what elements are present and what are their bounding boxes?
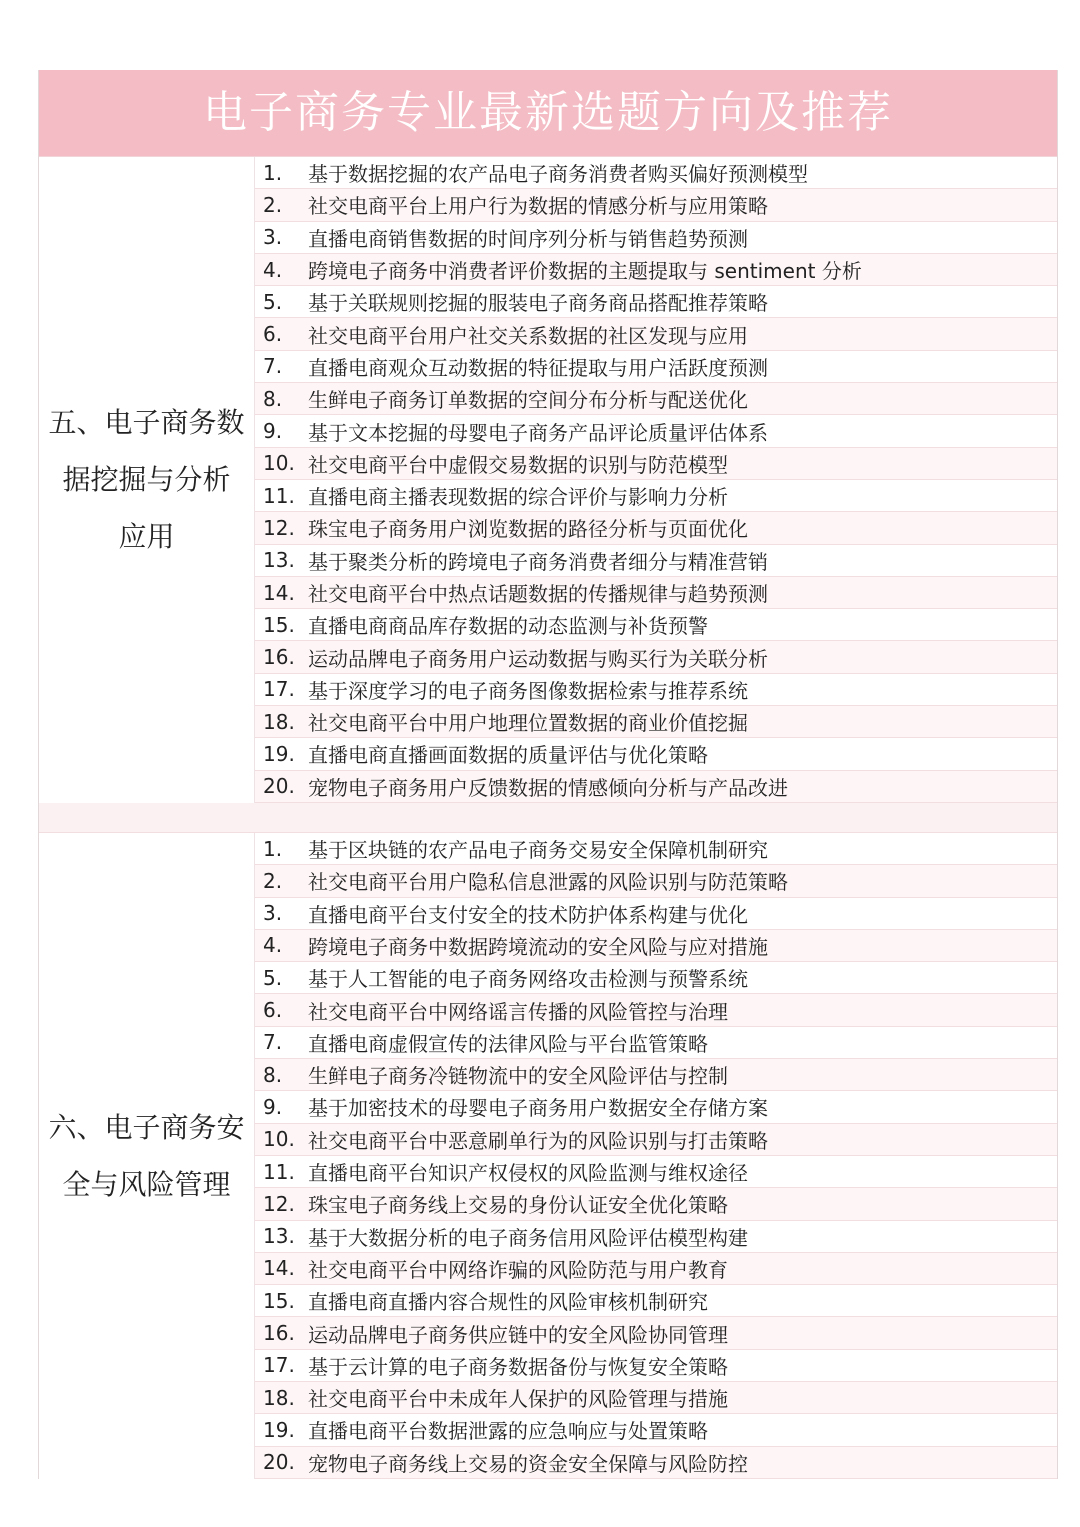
- topic-row: [255, 254, 1057, 286]
- topic-text: 跨境电子商务中数据跨境流动的安全风险与应对措施: [308, 934, 768, 959]
- topic-row: [255, 994, 1057, 1026]
- topic-text: 社交电商平台中虚假交易数据的识别与防范模型: [308, 452, 728, 477]
- category-label-line: 全与风险管理: [62, 1167, 231, 1201]
- topic-text: 生鲜电子商务订单数据的空间分布分析与配送优化: [308, 388, 748, 413]
- topic-number: 11.: [263, 483, 295, 508]
- topic-text: 基于区块链的农产品电子商务交易安全保障机制研究: [308, 838, 768, 863]
- topic-number: 18.: [263, 1385, 295, 1410]
- topic-text: 宠物电子商务用户反馈数据的情感倾向分析与产品改进: [308, 775, 788, 800]
- topic-text: 基于大数据分析的电子商务信用风险评估模型构建: [308, 1225, 748, 1250]
- section-data-mining: [39, 157, 1057, 803]
- topic-text: 跨境电子商务中消费者评价数据的主题提取与 sentiment 分析: [308, 259, 862, 284]
- topic-text: 社交电商平台中用户地理位置数据的商业价值挖掘: [308, 711, 748, 736]
- topic-text: 社交电商平台中网络谣言传播的风险管控与治理: [308, 999, 728, 1024]
- topic-number: 2.: [263, 192, 283, 217]
- category-label-line: 应用: [118, 520, 175, 554]
- category-label: [39, 833, 255, 1479]
- topic-text: 基于云计算的电子商务数据备份与恢复安全策略: [308, 1354, 728, 1379]
- topic-number: 13.: [263, 548, 295, 573]
- topic-text: 直播电商直播画面数据的质量评估与优化策略: [308, 743, 708, 768]
- topic-row: [255, 674, 1057, 706]
- topic-text: 运动品牌电子商务供应链中的安全风险协同管理: [308, 1322, 728, 1347]
- topic-row: [255, 545, 1057, 577]
- topic-row: [255, 641, 1057, 673]
- topic-number: 16.: [263, 645, 295, 670]
- topic-text: 社交电商平台用户社交关系数据的社区发现与应用: [308, 323, 748, 348]
- topic-number: 1.: [263, 160, 283, 185]
- topic-text: 社交电商平台中网络诈骗的风险防范与用户教育: [308, 1257, 728, 1282]
- topic-number: 6.: [263, 998, 283, 1023]
- category-label: [39, 157, 255, 803]
- topic-row: [255, 1382, 1057, 1414]
- topic-text: 基于文本挖掘的母婴电子商务产品评论质量评估体系: [308, 420, 768, 445]
- topic-text: 基于深度学习的电子商务图像数据检索与推荐系统: [308, 678, 748, 703]
- topic-text: 社交电商平台中恶意刷单行为的风险识别与打击策略: [308, 1128, 768, 1153]
- topic-row: [255, 1285, 1057, 1317]
- category-label-line: 据挖掘与分析: [62, 463, 231, 497]
- topic-row: [255, 738, 1057, 770]
- topic-list: [255, 157, 1057, 803]
- topic-text: 直播电商销售数据的时间序列分析与销售趋势预测: [308, 226, 748, 251]
- category-label-line: 六、电子商务安: [48, 1110, 245, 1144]
- topic-number: 15.: [263, 1288, 295, 1313]
- topic-row: [255, 898, 1057, 930]
- topic-row: [255, 157, 1057, 189]
- topic-text: 珠宝电子商务线上交易的身份认证安全优化策略: [308, 1193, 728, 1218]
- topic-row: [255, 383, 1057, 415]
- topic-number: 9.: [263, 1094, 283, 1119]
- topic-row: [255, 1124, 1057, 1156]
- topic-row: [255, 189, 1057, 221]
- topic-row: [255, 1188, 1057, 1220]
- topic-row: [255, 1091, 1057, 1123]
- topic-number: 7.: [263, 1030, 283, 1055]
- topic-text: 珠宝电子商务用户浏览数据的路径分析与页面优化: [308, 517, 748, 542]
- topic-text: 社交电商平台上用户行为数据的情感分析与应用策略: [308, 194, 768, 219]
- topic-text: 直播电商观众互动数据的特征提取与用户活跃度预测: [308, 355, 768, 380]
- topic-number: 10.: [263, 1127, 295, 1152]
- topic-row: [255, 1447, 1057, 1479]
- topic-row: [255, 1027, 1057, 1059]
- topic-number: 8.: [263, 386, 283, 411]
- topic-number: 11.: [263, 1159, 295, 1184]
- section-divider: [39, 803, 1057, 833]
- topic-row: [255, 222, 1057, 254]
- topic-row: [255, 771, 1057, 803]
- topic-number: 14.: [263, 1256, 295, 1281]
- topic-number: 7.: [263, 354, 283, 379]
- topic-text: 基于数据挖掘的农产品电子商务消费者购买偏好预测模型: [308, 162, 808, 187]
- topic-text: 直播电商商品库存数据的动态监测与补货预警: [308, 614, 708, 639]
- topic-row: [255, 865, 1057, 897]
- topic-text: 直播电商主播表现数据的综合评价与影响力分析: [308, 485, 728, 510]
- topic-number: 16.: [263, 1321, 295, 1346]
- topic-number: 17.: [263, 1353, 295, 1378]
- topic-number: 12.: [263, 515, 295, 540]
- topic-text: 基于聚类分析的跨境电子商务消费者细分与精准营销: [308, 549, 768, 574]
- topic-row: [255, 1059, 1057, 1091]
- topic-number: 9.: [263, 419, 283, 444]
- topic-text: 社交电商平台中未成年人保护的风险管理与措施: [308, 1387, 728, 1412]
- topic-number: 3.: [263, 901, 283, 926]
- topic-row: [255, 351, 1057, 383]
- topic-number: 3.: [263, 225, 283, 250]
- topic-text: 直播电商虚假宣传的法律风险与平台监管策略: [308, 1031, 708, 1056]
- topic-text: 运动品牌电子商务用户运动数据与购买行为关联分析: [308, 646, 768, 671]
- topic-row: [255, 833, 1057, 865]
- topic-row: [255, 1221, 1057, 1253]
- topic-text: 直播电商直播内容合规性的风险审核机制研究: [308, 1290, 708, 1315]
- topic-text: 基于人工智能的电子商务网络攻击检测与预警系统: [308, 967, 748, 992]
- topic-number: 5.: [263, 289, 283, 314]
- topic-text: 直播电商平台支付安全的技术防护体系构建与优化: [308, 902, 748, 927]
- topic-row: [255, 1317, 1057, 1349]
- topic-number: 1.: [263, 836, 283, 861]
- category-label-line: 五、电子商务数: [48, 406, 245, 440]
- topic-number: 14.: [263, 580, 295, 605]
- topic-text: 直播电商平台数据泄露的应急响应与处置策略: [308, 1419, 708, 1444]
- topic-row: [255, 448, 1057, 480]
- topic-number: 2.: [263, 868, 283, 893]
- topic-row: [255, 962, 1057, 994]
- topic-row: [255, 930, 1057, 962]
- topic-list: [255, 833, 1057, 1479]
- topic-row: [255, 318, 1057, 350]
- topic-row: [255, 1156, 1057, 1188]
- topic-row: [255, 577, 1057, 609]
- topic-text: 直播电商平台知识产权侵权的风险监测与维权途径: [308, 1161, 748, 1186]
- topic-text: 社交电商平台用户隐私信息泄露的风险识别与防范策略: [308, 870, 788, 895]
- topic-number: 15.: [263, 612, 295, 637]
- topic-row: [255, 286, 1057, 318]
- topic-number: 10.: [263, 451, 295, 476]
- topic-row: [255, 1414, 1057, 1446]
- page-title: 电子商务专业最新选题方向及推荐: [39, 70, 1057, 157]
- topic-number: 6.: [263, 322, 283, 347]
- topic-number: 18.: [263, 709, 295, 734]
- topic-table: [38, 70, 1058, 1479]
- topic-number: 4.: [263, 933, 283, 958]
- topic-number: 8.: [263, 1062, 283, 1087]
- topic-number: 19.: [263, 1417, 295, 1442]
- topic-row: [255, 512, 1057, 544]
- topic-number: 17.: [263, 677, 295, 702]
- topic-row: [255, 1253, 1057, 1285]
- topic-text: 社交电商平台中热点话题数据的传播规律与趋势预测: [308, 582, 768, 606]
- topic-number: 20.: [263, 1450, 295, 1475]
- topic-row: [255, 1350, 1057, 1382]
- section-security-risk: [39, 833, 1057, 1479]
- topic-number: 20.: [263, 774, 295, 799]
- topic-row: [255, 609, 1057, 641]
- topic-number: 13.: [263, 1224, 295, 1249]
- topic-number: 5.: [263, 965, 283, 990]
- topic-text: 宠物电子商务线上交易的资金安全保障与风险防控: [308, 1451, 748, 1476]
- topic-number: 19.: [263, 741, 295, 766]
- topic-number: 4.: [263, 257, 283, 282]
- topic-row: [255, 706, 1057, 738]
- topic-number: 12.: [263, 1191, 295, 1216]
- topic-row: [255, 480, 1057, 512]
- topic-text: 生鲜电子商务冷链物流中的安全风险评估与控制: [308, 1064, 728, 1089]
- topic-text: 基于加密技术的母婴电子商务用户数据安全存储方案: [308, 1096, 768, 1121]
- topic-text: 基于关联规则挖掘的服装电子商务商品搭配推荐策略: [308, 291, 768, 316]
- topic-row: [255, 415, 1057, 447]
